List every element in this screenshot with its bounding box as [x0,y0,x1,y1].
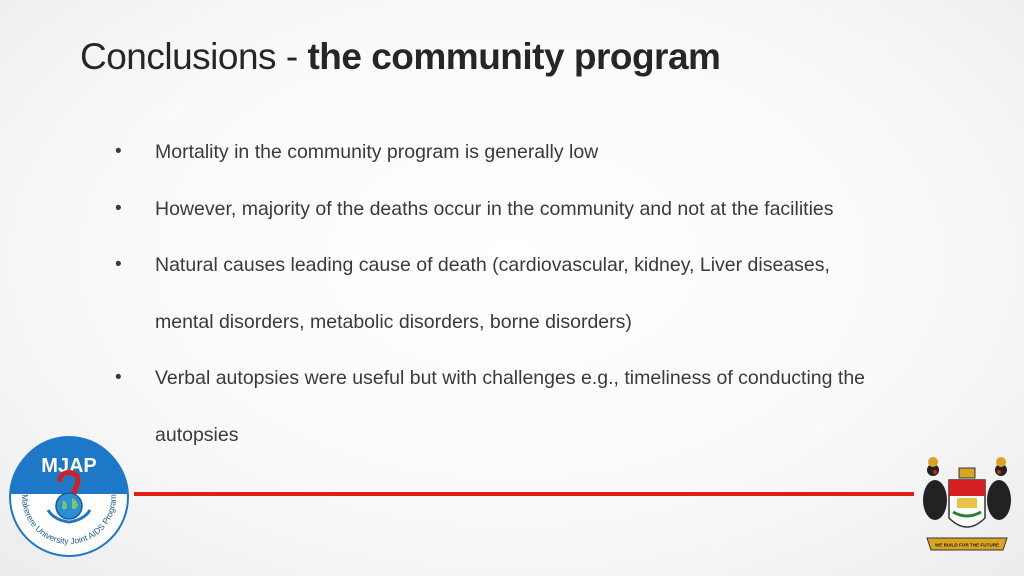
slide-title [80,36,720,78]
bullet-marker: • [115,367,122,388]
bullet-item [115,350,965,463]
bullet-text: Mortality in the community program is generally low [155,141,599,163]
mjap-acronym: MJAP [41,455,97,477]
bullet-text: Verbal autopsies were useful but with challenges e.g., timeliness of conducting the [155,367,866,389]
crest-motto: WE BUILD FOR THE FUTURE [934,542,1000,548]
title-prefix: Conclusions - [80,36,308,77]
university-crest [913,452,1021,560]
title-emphasis: the community program [307,36,721,77]
mjap-ring-text: Makerere University Joint AIDS Program [19,494,119,547]
bullet-text: However, majority of the deaths occur in the community and not at the facilities [155,197,834,220]
bullet-item [115,237,965,350]
bullet-text: Natural causes leading cause of death (cardiovascular, kidney, Liver diseases, [155,254,830,276]
mjap-logo [8,436,130,558]
bullet-marker: • [115,254,122,275]
bullet-item [115,181,965,238]
bullet-item [115,124,965,181]
red-divider-line [134,492,914,496]
bullet-marker: • [115,197,122,219]
bullet-marker: • [115,141,122,162]
bullet-text-continued: mental disorders, metabolic disorders, borne disorders) [155,310,632,333]
globe-icon [56,493,82,519]
bullet-text-continued: autopsies [155,423,239,446]
bullet-list [115,124,965,463]
